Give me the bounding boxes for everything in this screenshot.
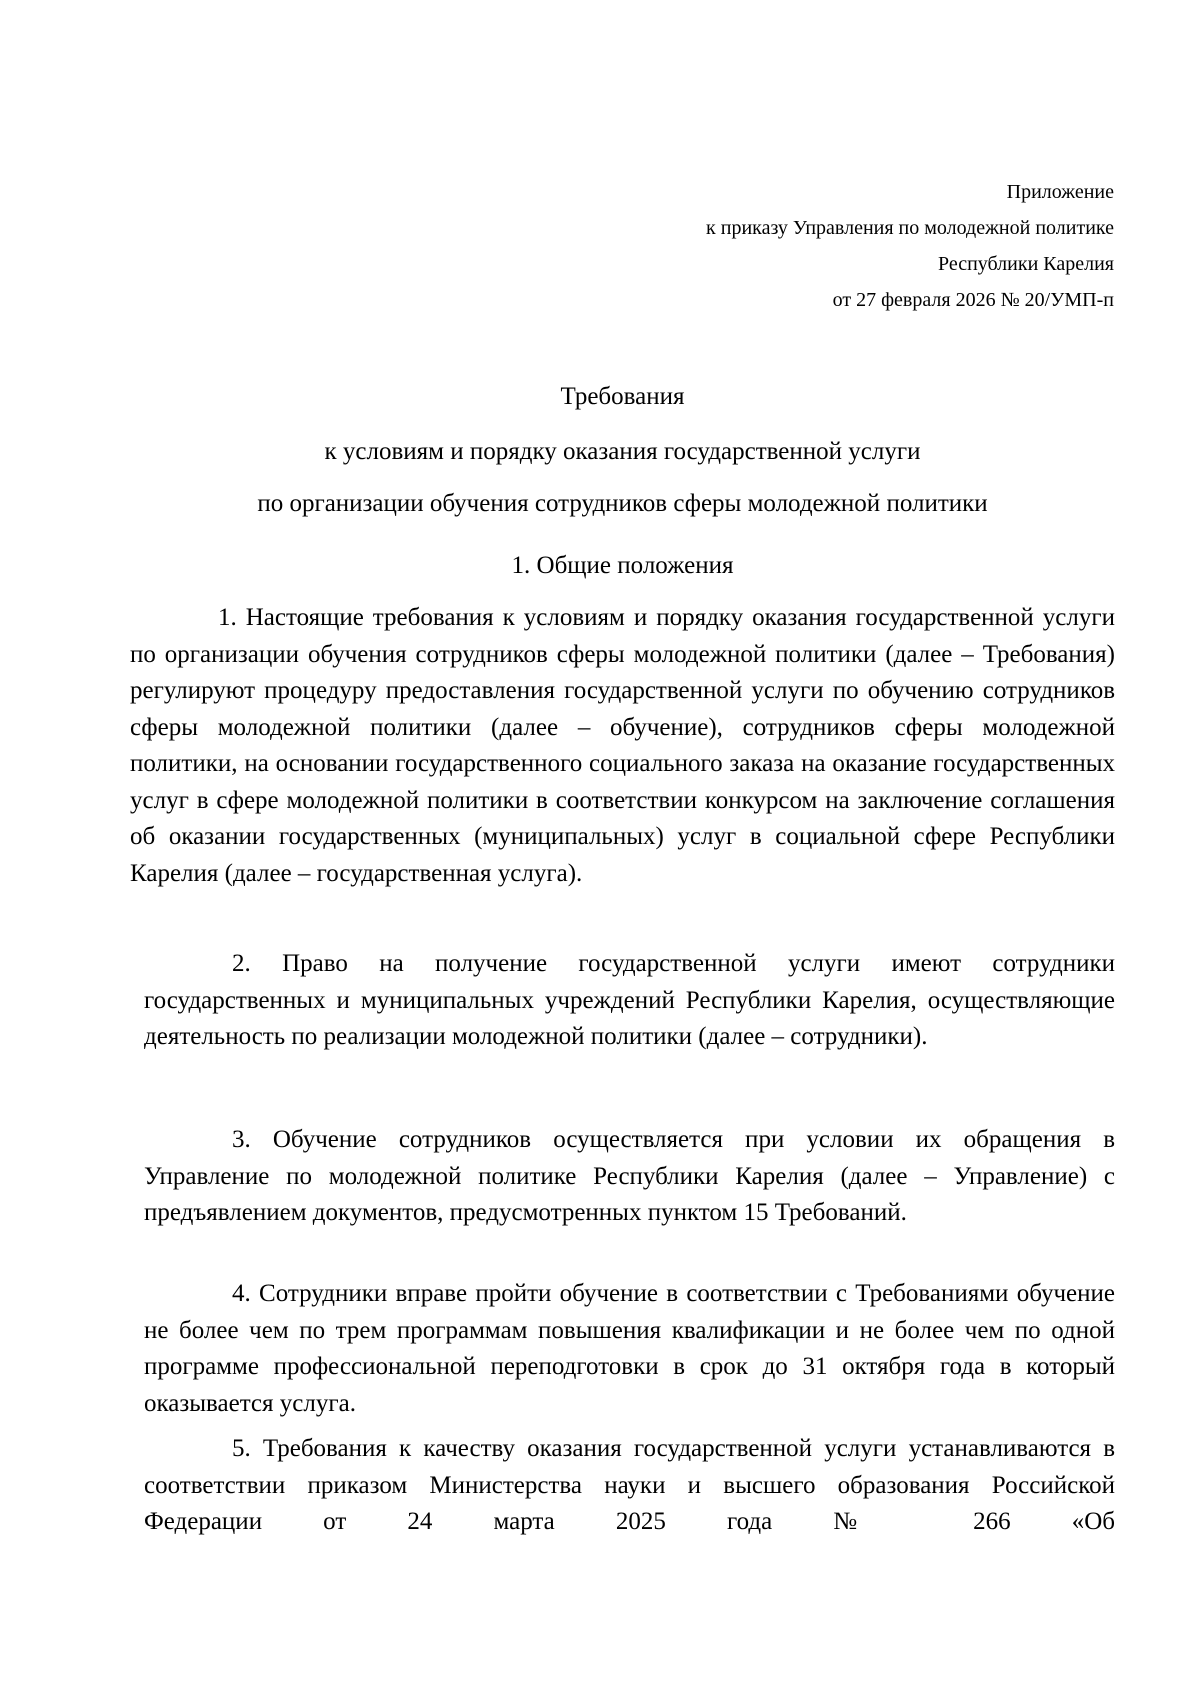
paragraph-text: Право на получение государственной услуги имеют сотрудники государственных и муниципальных учреждений Республики Карелия, осуществляющие деятельность по реализации молодежной политики (далее – сотрудники). bbox=[144, 950, 1115, 1050]
document-title-block bbox=[130, 376, 1115, 530]
paragraph-text: Сотрудники вправе пройти обучение в соответствии с Требованиями обучение не более чем по трем программам повышения квалификации и не более чем по одной программе профессиональной переподготовки в срок до 31 октября года в который оказывается услуга. bbox=[144, 1280, 1115, 1417]
paragraph-text: Требования к качеству оказания государственной услуги устанавливаются в соответствии приказом Министерства науки и высшего образования Российской Федерации от 24 марта 2025 года № 266 «Об bbox=[144, 1435, 1116, 1535]
paragraph-5 bbox=[144, 1431, 1115, 1541]
paragraph-text: Настоящие требования к условиям и порядку оказания государственной услуги по организации обучения сотрудников сферы молодежной политики (далее – Требования) регулируют процедуру предоставления государственной услуги по обучению сотрудников сферы молодежной политики (далее – обучение), сотрудников сферы молодежной политики, на основании государственного социального заказа на оказание государственных услуг в сфере молодежной политики в соответствии конкурсом на заключение соглашения об оказании государственных (муниципальных) услуг в социальной сфере Республики Карелия (далее – государственная услуга). bbox=[130, 604, 1115, 887]
paragraph-number: 5. bbox=[232, 1435, 251, 1462]
appendix-date-number: от 27 февраля 2026 № 20/УМП-п bbox=[832, 289, 1114, 311]
paragraph-1 bbox=[130, 600, 1115, 892]
paragraph-number: 1. bbox=[218, 604, 237, 631]
paragraph-4 bbox=[144, 1276, 1115, 1422]
paragraph-number: 2. bbox=[232, 950, 251, 977]
paragraph-number: 3. bbox=[232, 1126, 251, 1153]
document-title: Требования bbox=[560, 383, 685, 410]
document-subtitle-line-2: по организации обучения сотрудников сферы молодежной политики bbox=[257, 490, 988, 517]
paragraph-3 bbox=[144, 1122, 1115, 1232]
section-heading: 1. Общие положения bbox=[511, 552, 734, 579]
appendix-header bbox=[706, 174, 1114, 318]
paragraph-2 bbox=[144, 946, 1115, 1056]
appendix-label: Приложение bbox=[1006, 181, 1114, 203]
document-subtitle-line-1: к условиям и порядку оказания государственной услуги bbox=[324, 438, 921, 465]
paragraph-number: 4. bbox=[232, 1280, 251, 1307]
paragraph-text: Обучение сотрудников осуществляется при условии их обращения в Управление по молодежной политике Республики Карелия (далее – Управление) с предъявлением документов, предусмотренных пунктом 15 Требований. bbox=[144, 1126, 1116, 1226]
appendix-region: Республики Карелия bbox=[937, 253, 1114, 275]
appendix-order-reference: к приказу Управления по молодежной политике bbox=[706, 217, 1114, 239]
